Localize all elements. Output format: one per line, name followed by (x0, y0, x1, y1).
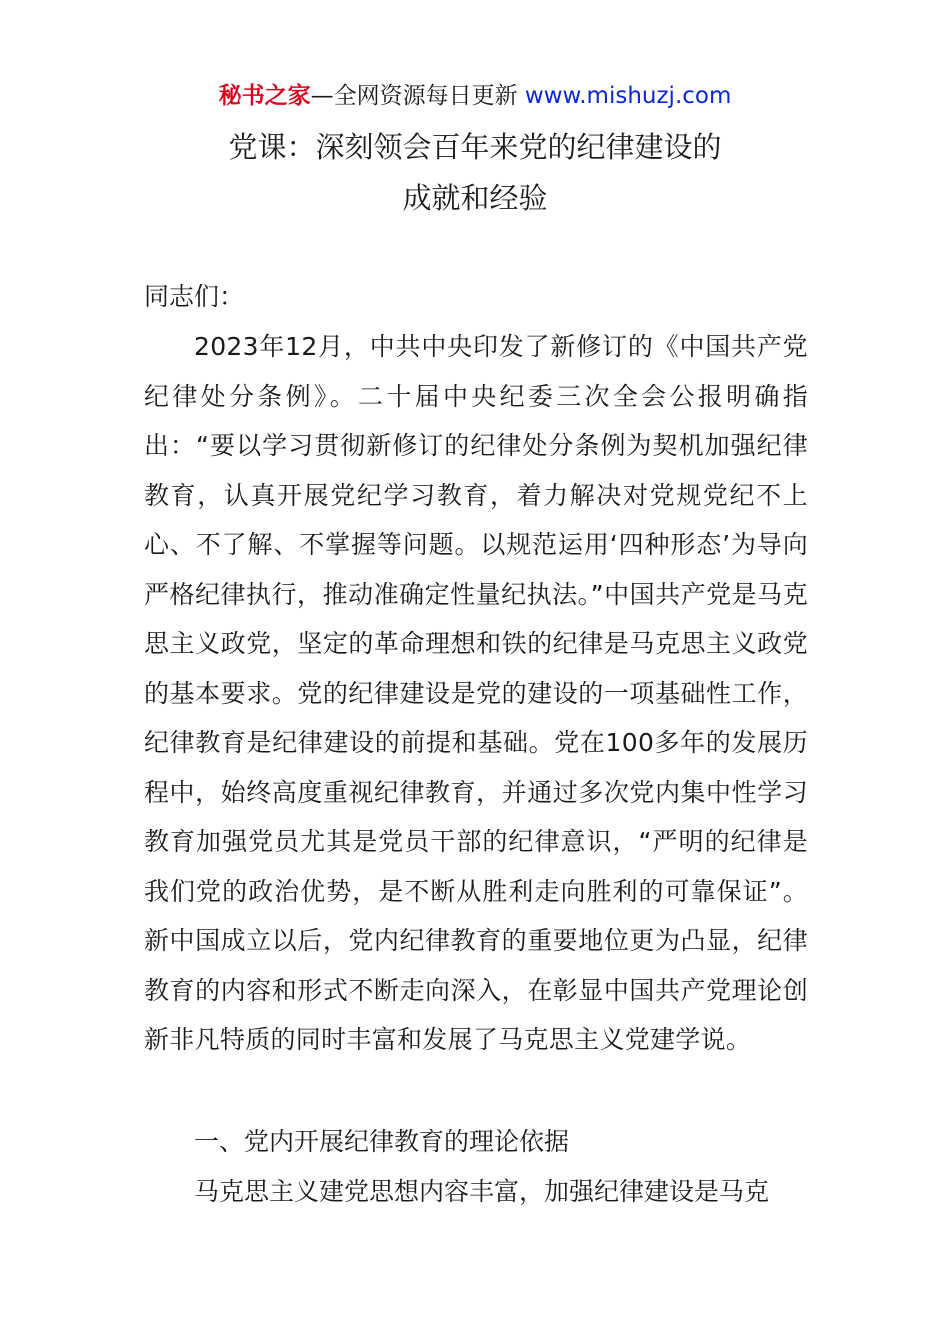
brand-name: 秘书之家 (218, 83, 311, 109)
salutation: 同志们： (144, 282, 245, 311)
site-header (0, 80, 950, 112)
document-title-line-2: 成就和经验 (402, 181, 548, 215)
site-url-link[interactable]: www.mishuzj.com (524, 83, 732, 109)
body-paragraph-1: 2023年12月，中共中央印发了新修订的《中国共产党纪律处分条例》。二十届中央纪委三次全会公报明确指出：“要以学习贯彻新修订的纪律处分条例为契机加强纪律教育，认真开展党纪学习教育，着力解决对党规党纪不上心、不了解、不掌握等问题。以规范运用‘四种形态’为导向严格纪律执行，推动准确定性量纪执法。”中国共产党是马克思主义政党，坚定的革命理想和铁的纪律是马克思主义政党的基本要求。党的纪律建设是党的建设的一项基础性工作，纪律教育是纪律建设的前提和基础。党在100多年的发展历程中，始终高度重视纪律教育，并通过多次党内集中性学习教育加强党员尤其是党员干部的纪律意识，“严明的纪律是我们党的政治优势，是不断从胜利走向胜利的可靠保证”。新中国成立以后，党内纪律教育的重要地位更为凸显，纪律教育的内容和形式不断走向深入，在彰显中国共产党理论创新非凡特质的同时丰富和发展了马克思主义党建学说。 (144, 332, 808, 1054)
document-title-line-1: 党课：深刻领会百年来党的纪律建设的 (228, 130, 722, 164)
body-paragraph-2: 马克思主义建党思想内容丰富，加强纪律建设是马克 (194, 1177, 770, 1206)
header-tagline: —全网资源每日更新 (310, 83, 518, 109)
body-paragraph-1-container (144, 322, 808, 1065)
section-heading-1: 一、党内开展纪律教育的理论依据 (194, 1127, 570, 1156)
